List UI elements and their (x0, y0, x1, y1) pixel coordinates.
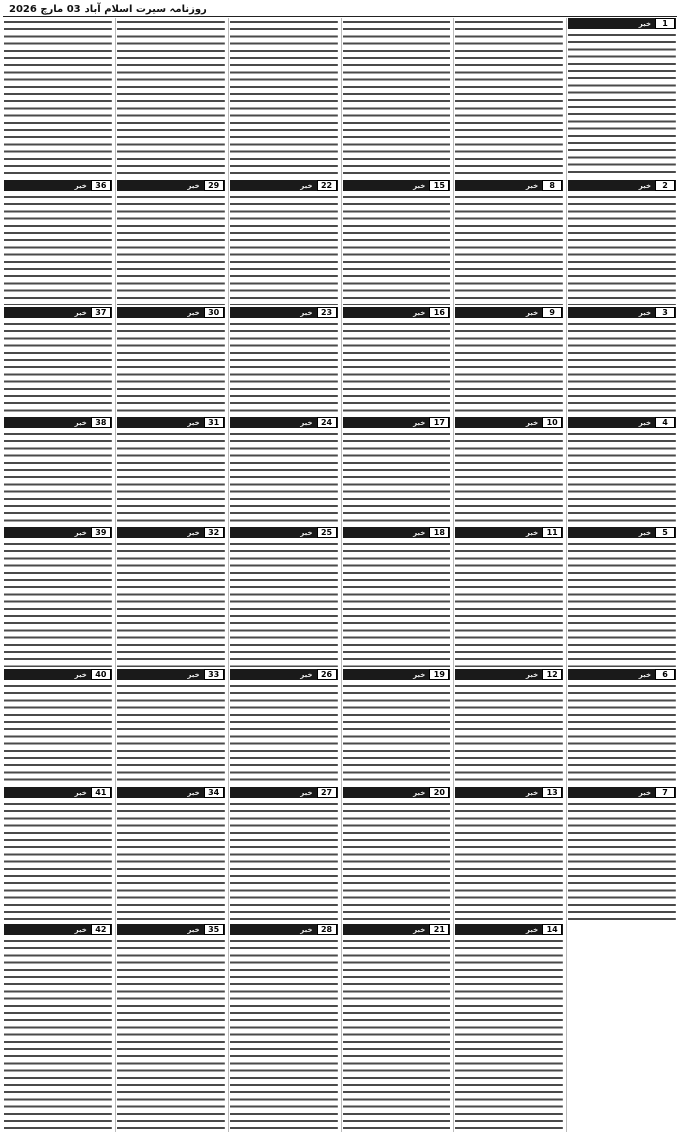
news-item (568, 527, 676, 667)
news-item (568, 787, 676, 922)
news-item-tag: خبر (300, 308, 313, 317)
news-item-heading (4, 180, 112, 191)
news-item-heading (455, 669, 563, 680)
news-item (230, 417, 338, 525)
news-item (455, 307, 563, 415)
paper-name: روزنامہ سیرت اسلام آباد (84, 3, 207, 15)
news-item-tag: خبر (638, 788, 651, 797)
news-item-tag: خبر (74, 528, 87, 537)
news-item-body (343, 320, 451, 415)
news-item-heading (343, 180, 451, 191)
news-item-body (455, 430, 563, 525)
news-item (117, 527, 225, 667)
news-item-number: 33 (204, 669, 224, 680)
news-column-6 (3, 18, 113, 1132)
news-item-heading (230, 924, 338, 935)
news-item-number: 26 (317, 669, 337, 680)
news-item-body (4, 937, 112, 1130)
news-item-number: 4 (655, 417, 675, 428)
news-item-tag: خبر (413, 181, 426, 190)
news-item-number: 7 (655, 787, 675, 798)
news-item-heading (455, 417, 563, 428)
news-item-body (568, 31, 676, 178)
news-item-heading (343, 527, 451, 538)
news-item-heading (568, 18, 676, 29)
news-item-heading (4, 527, 112, 538)
news-item-tag: خبر (74, 418, 87, 427)
news-item-number: 38 (91, 417, 111, 428)
news-item-tag: خبر (638, 528, 651, 537)
news-item-number: 6 (655, 669, 675, 680)
news-item-number: 31 (204, 417, 224, 428)
news-item-body (568, 430, 676, 525)
news-item-number: 13 (542, 787, 562, 798)
news-item-number: 22 (317, 180, 337, 191)
news-item-tag: خبر (74, 181, 87, 190)
news-item-heading (117, 417, 225, 428)
news-item (117, 307, 225, 415)
news-item (117, 180, 225, 305)
news-item (455, 417, 563, 525)
news-item (455, 669, 563, 785)
news-item-body (117, 18, 225, 178)
news-item-body (568, 682, 676, 785)
news-item-heading (568, 180, 676, 191)
news-item (455, 924, 563, 1130)
news-item (230, 527, 338, 667)
news-item-body (117, 800, 225, 922)
news-item-body (568, 193, 676, 305)
news-item (230, 307, 338, 415)
news-item-body (230, 937, 338, 1130)
news-item (230, 180, 338, 305)
news-item-number: 11 (542, 527, 562, 538)
news-item-heading (4, 787, 112, 798)
news-item (4, 669, 112, 785)
news-item-number: 15 (429, 180, 449, 191)
news-item-heading (455, 527, 563, 538)
news-item-tag: خبر (187, 925, 200, 934)
news-item-number: 27 (317, 787, 337, 798)
news-item-number: 12 (542, 669, 562, 680)
news-item-body (455, 937, 563, 1130)
news-item-body (117, 193, 225, 305)
news-item-body (230, 193, 338, 305)
news-item-heading (230, 669, 338, 680)
news-item-number: 10 (542, 417, 562, 428)
news-item-number: 23 (317, 307, 337, 318)
news-item-number: 34 (204, 787, 224, 798)
news-item (568, 417, 676, 525)
news-item (117, 787, 225, 922)
news-item-number: 39 (91, 527, 111, 538)
news-item (4, 18, 112, 178)
news-item-tag: خبر (525, 925, 539, 934)
news-item-body (4, 18, 112, 178)
news-item-heading (455, 787, 563, 798)
news-item-number: 37 (91, 307, 111, 318)
news-item (117, 417, 225, 525)
news-item-heading (343, 307, 451, 318)
news-item-body (230, 540, 338, 667)
news-item (4, 180, 112, 305)
news-item-body (343, 800, 451, 922)
news-item (455, 180, 563, 305)
news-item-number: 25 (317, 527, 337, 538)
news-item-tag: خبر (187, 528, 200, 537)
news-item-heading (4, 669, 112, 680)
news-item-tag: خبر (74, 308, 87, 317)
news-item-tag: خبر (300, 181, 313, 190)
news-item (343, 787, 451, 922)
news-item-tag: خبر (525, 418, 539, 427)
news-item-heading (117, 527, 225, 538)
news-item-heading (230, 787, 338, 798)
news-columns (3, 18, 677, 1132)
news-item (343, 180, 451, 305)
news-item-tag: خبر (413, 670, 426, 679)
news-item-body (455, 800, 563, 922)
news-column-1 (566, 18, 677, 1132)
news-item-body (230, 800, 338, 922)
news-item-body (117, 682, 225, 785)
news-item (343, 18, 451, 178)
news-item-heading (230, 417, 338, 428)
news-item (4, 787, 112, 922)
news-item-body (568, 540, 676, 667)
news-item-number: 36 (91, 180, 111, 191)
news-item-heading (568, 787, 676, 798)
news-item (455, 18, 563, 178)
news-item-number: 5 (655, 527, 675, 538)
news-column-5 (115, 18, 226, 1132)
news-item-heading (117, 787, 225, 798)
news-item-body (568, 800, 676, 922)
news-item-number: 35 (204, 924, 224, 935)
news-item (343, 307, 451, 415)
news-item (343, 417, 451, 525)
news-item-number: 30 (204, 307, 224, 318)
news-item-body (343, 430, 451, 525)
news-item-tag: خبر (413, 418, 426, 427)
news-item-number: 19 (429, 669, 449, 680)
news-item-heading (117, 669, 225, 680)
news-item-body (455, 682, 563, 785)
news-item (4, 307, 112, 415)
news-item-tag: خبر (300, 788, 313, 797)
news-item-heading (343, 787, 451, 798)
news-item (343, 924, 451, 1130)
news-item-body (4, 430, 112, 525)
news-item-heading (455, 924, 563, 935)
news-item-body (230, 682, 338, 785)
news-item-heading (568, 307, 676, 318)
news-item-body (4, 540, 112, 667)
news-item-heading (568, 417, 676, 428)
news-item-number: 20 (429, 787, 449, 798)
news-item-tag: خبر (300, 670, 313, 679)
news-item (230, 787, 338, 922)
news-item-tag: خبر (74, 788, 87, 797)
news-item (455, 787, 563, 922)
news-item (343, 669, 451, 785)
news-item-heading (117, 924, 225, 935)
news-item-number: 28 (317, 924, 337, 935)
news-item-heading (230, 527, 338, 538)
news-item-number: 29 (204, 180, 224, 191)
news-column-4 (228, 18, 339, 1132)
news-item-number: 32 (204, 527, 224, 538)
news-item-number: 1 (655, 18, 675, 29)
news-item-tag: خبر (413, 308, 426, 317)
news-item-body (455, 320, 563, 415)
news-item-body (343, 540, 451, 667)
news-item-body (343, 18, 451, 178)
news-item (4, 527, 112, 667)
news-item-tag: خبر (187, 788, 200, 797)
news-item-body (117, 430, 225, 525)
news-item-body (455, 193, 563, 305)
news-item-body (343, 937, 451, 1130)
news-item-number: 14 (542, 924, 562, 935)
news-item (568, 180, 676, 305)
news-item-tag: خبر (638, 308, 651, 317)
news-item (4, 924, 112, 1130)
news-item (117, 669, 225, 785)
news-item-heading (117, 307, 225, 318)
news-item-number: 42 (91, 924, 111, 935)
news-item-body (117, 320, 225, 415)
news-item-number: 18 (429, 527, 449, 538)
news-item-heading (230, 307, 338, 318)
news-item-number: 16 (429, 307, 449, 318)
news-item-heading (230, 180, 338, 191)
news-item-tag: خبر (525, 181, 539, 190)
news-item-number: 40 (91, 669, 111, 680)
news-item-body (568, 320, 676, 415)
news-item (455, 527, 563, 667)
news-item-heading (343, 669, 451, 680)
news-item (230, 669, 338, 785)
news-item-tag: خبر (525, 788, 539, 797)
masthead (3, 2, 677, 17)
news-item (568, 307, 676, 415)
news-item-tag: خبر (300, 418, 313, 427)
news-item-tag: خبر (413, 925, 426, 934)
news-item-heading (343, 924, 451, 935)
news-column-2 (453, 18, 564, 1132)
news-item (343, 527, 451, 667)
news-item-tag: خبر (525, 308, 539, 317)
news-item-tag: خبر (413, 528, 426, 537)
news-item-heading (568, 527, 676, 538)
news-item-number: 24 (317, 417, 337, 428)
news-item-tag: خبر (74, 670, 87, 679)
news-item (568, 18, 676, 178)
news-item-body (4, 800, 112, 922)
news-column-3 (341, 18, 452, 1132)
news-item-heading (343, 417, 451, 428)
news-item-tag: خبر (638, 418, 651, 427)
news-item-number: 21 (429, 924, 449, 935)
news-item-body (230, 18, 338, 178)
news-item-number: 8 (542, 180, 562, 191)
news-item-heading (455, 307, 563, 318)
news-item-tag: خبر (74, 925, 87, 934)
news-item-number: 9 (542, 307, 562, 318)
news-item-tag: خبر (300, 528, 313, 537)
news-item (230, 18, 338, 178)
news-item-tag: خبر (638, 181, 651, 190)
news-item-body (230, 430, 338, 525)
news-item-body (343, 193, 451, 305)
news-item-body (4, 682, 112, 785)
news-item-body (117, 937, 225, 1130)
news-item-tag: خبر (187, 670, 200, 679)
news-item-number: 2 (655, 180, 675, 191)
news-item (117, 924, 225, 1130)
news-item-number: 17 (429, 417, 449, 428)
news-item-body (455, 18, 563, 178)
news-item-body (4, 320, 112, 415)
news-item-body (117, 540, 225, 667)
news-item-heading (117, 180, 225, 191)
news-item-heading (4, 924, 112, 935)
news-item-body (455, 540, 563, 667)
news-item-heading (455, 180, 563, 191)
news-item-tag: خبر (300, 925, 313, 934)
news-item-tag: خبر (525, 528, 539, 537)
news-item-tag: خبر (187, 181, 200, 190)
news-item (568, 669, 676, 785)
news-item-tag: خبر (638, 19, 651, 28)
news-item-body (343, 682, 451, 785)
news-item-number: 41 (91, 787, 111, 798)
news-item (230, 924, 338, 1130)
news-item (4, 417, 112, 525)
news-item-heading (568, 669, 676, 680)
news-item (117, 18, 225, 178)
news-item-tag: خبر (187, 418, 200, 427)
news-item-body (230, 320, 338, 415)
news-item-tag: خبر (413, 788, 426, 797)
news-item-tag: خبر (525, 670, 539, 679)
news-item-body (4, 193, 112, 305)
news-item-tag: خبر (638, 670, 651, 679)
news-item-heading (4, 417, 112, 428)
news-item-tag: خبر (187, 308, 200, 317)
news-item-heading (4, 307, 112, 318)
issue-date: 03 مارچ 2026 (9, 3, 81, 15)
news-item-number: 3 (655, 307, 675, 318)
